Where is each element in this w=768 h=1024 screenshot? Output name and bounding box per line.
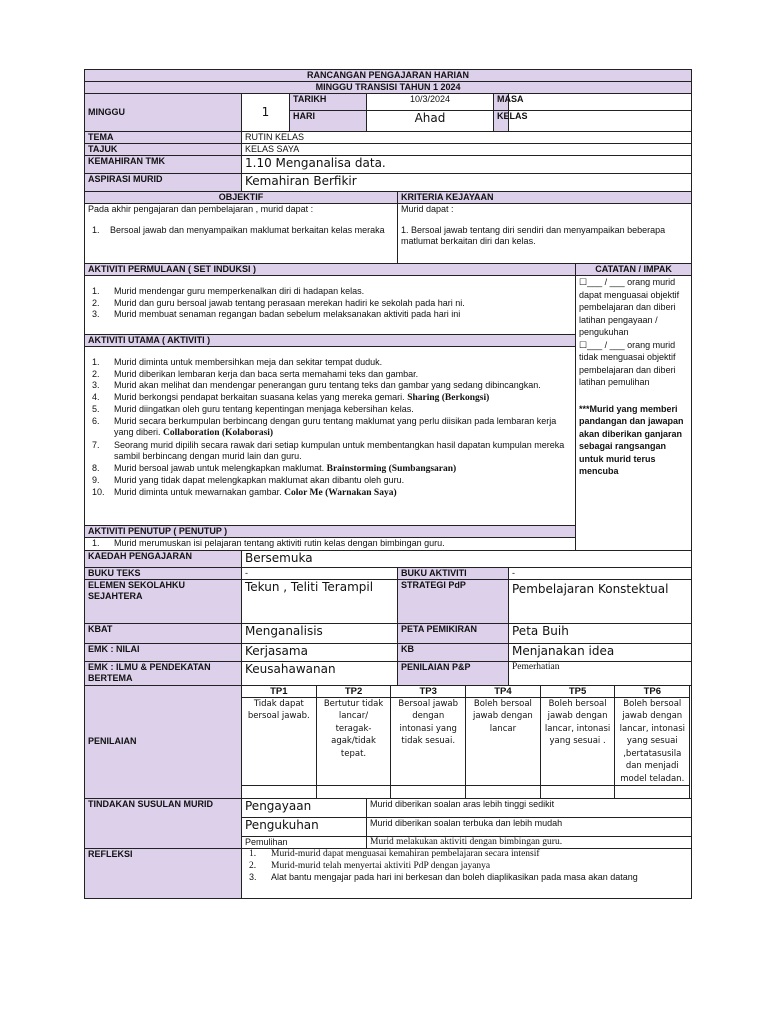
strategi-label: STRATEGI PdP <box>398 579 509 623</box>
penutup-content <box>85 538 576 551</box>
catatan-line1: ☐___ / ___ orang murid dapat menguasai objektif pembelajaran dan diberi latihan pengayaan / pengukuhan <box>579 277 680 337</box>
utama-item: 8. Murid bersoal jawab untuk melengkapkan maklumat. Brainstorming (Sumbangsaran) <box>92 462 457 474</box>
tindakan-value: Murid diberikan soalan aras lebih tinggi sedikit <box>367 799 692 818</box>
utama-item: 9. Murid yang tidak dapat melengkapkan maklumat akan dibantu oleh guru. <box>92 475 405 485</box>
refleksi-label: REFLEKSI <box>85 849 242 899</box>
tp-desc: Boleh bersoal jawab dengan lancar, intonasi yang sesuai ,bertatasusila dan menjadi model teladan. <box>615 697 690 786</box>
permulaan-item: 3. Murid membuat senaman regangan badan sebelum melaksanakan aktiviti pada hari ini <box>92 309 461 319</box>
permulaan-item: 2. Murid dan guru bersoal jawab tentang perasaan merekan hadiri ke sekolah pada hari ni. <box>92 297 465 308</box>
kelas-label: KELAS <box>494 111 509 132</box>
tindakan-value: Murid diberikan soalan terbuka dan lebih mudah <box>367 818 692 837</box>
utama-item: 2. Murid diberikan lembaran kerja dan baca serta memahami teks dan gambar. <box>92 368 419 379</box>
tp-desc: Tidak dapat bersoal jawab. <box>242 697 317 786</box>
kaedah-value: Bersemuka <box>242 550 692 567</box>
permulaan-content <box>85 276 576 335</box>
utama-item: 1. Murid diminta untuk membersihkan meja dan sekitar tempat duduk. <box>92 357 383 367</box>
tarikh-value: 10/3/2024 <box>367 94 494 111</box>
utama-label: AKTIVITI UTAMA ( AKTIVITI ) <box>85 335 576 347</box>
tp-header: TP4 <box>466 685 541 697</box>
kb-label: KB <box>398 643 509 661</box>
kb-value: Menjanakan idea <box>509 643 692 661</box>
tp-mark-cell[interactable] <box>466 786 541 799</box>
tp-header: TP2 <box>316 685 391 697</box>
permulaan-label: AKTIVITI PERMULAAN ( SET INDUKSI ) <box>85 264 576 276</box>
hari-value: Ahad <box>367 111 494 132</box>
tp-mark-cell[interactable] <box>391 786 466 799</box>
objektif-num: 1. <box>92 225 100 235</box>
tp-mark-cell[interactable] <box>316 786 391 799</box>
minggu-label: MINGGU <box>85 94 242 132</box>
objektif-label: OBJEKTIF <box>85 192 398 204</box>
permulaan-item: 1. Murid mendengar guru memperkenalkan diri di hadapan kelas. <box>92 286 365 296</box>
masa-value <box>509 94 692 111</box>
hari-label: HARI <box>290 111 367 132</box>
utama-item: 10. Murid diminta untuk mewarnakan gambar. Color Me (Warnakan Saya) <box>92 486 397 498</box>
tindakan-key: Pengayaan <box>242 799 367 818</box>
masa-label: MASA <box>494 94 509 111</box>
kaedah-label: KAEDAH PENGAJARAN <box>85 550 242 567</box>
penutup-label: AKTIVITI PENUTUP ( PENUTUP ) <box>85 526 576 538</box>
objektif-item: 1. Bersoal jawab dan menyampaikan maklumat berkaitan kelas meraka <box>92 225 385 235</box>
tp-mark-cell[interactable] <box>540 786 615 799</box>
tp-desc: Boleh bersoal jawab dengan lancar, intonasi yang sesuai . <box>540 697 615 786</box>
emk-ilmu-value: Keusahawanan <box>242 661 398 685</box>
kriteria-item: 1. Bersoal jawab tentang diri sendiri dan menyampaikan beberapa matlumat berkaitan diri dan kelas. <box>401 225 666 246</box>
title-sub: MINGGU TRANSISI TAHUN 1 2024 <box>85 82 692 94</box>
penilaian-label: PENILAIAN <box>85 685 242 799</box>
title-main: RANCANGAN PENGAJARAN HARIAN <box>85 70 692 82</box>
catatan-note: ***Murid yang memberi pandangan dan jawapan akan diberikan ganjaran sebagai rangsangan untuk murid terus mencuba <box>579 403 684 476</box>
tp-header: TP6 <box>615 685 690 697</box>
penilaian-tp-grid <box>242 685 692 799</box>
catatan-label: CATATAN / IMPAK <box>576 264 692 276</box>
lesson-plan <box>84 69 685 899</box>
kriteria-label: KRITERIA KEJAYAAN <box>398 192 692 204</box>
utama-item: 7. Seorang murid dipilih secara rawak dari setiap kumpulan untuk membentangkan hasil dapatan kumpulan mereka sambil berbincang dengan murid lain dan guru. <box>92 439 565 461</box>
elemen-label: ELEMEN SEKOLAHKU SEJAHTERA <box>85 579 242 623</box>
emk-nilai-label: EMK : NILAI <box>85 643 242 661</box>
tindakan-label: TINDAKAN SUSULAN MURID <box>85 799 242 849</box>
objektif-intro: Pada akhir pengajaran dan pembelajaran , murid dapat : <box>88 204 314 214</box>
aspirasi-label: ASPIRASI MURID <box>85 174 242 192</box>
minggu-value: 1 <box>242 94 290 132</box>
tp-desc: Bersoal jawab dengan intonasi yang tidak sesuai. <box>391 697 466 786</box>
catatan-content <box>576 276 692 551</box>
refleksi-item: 1. Murid-murid dapat menguasai kemahiran pembelajaran secara intensif <box>249 849 540 859</box>
penutup-item: 1. Murid merumuskan isi pelajaran tentang aktiviti rutin kelas dengan bimbingan guru. <box>92 538 445 548</box>
utama-item: 6. Murid secara berkumpulan berbincang dengan guru tentang maklumat yang perlu diisikan pada lembaran kerja yang diberi. Collaboration (Kolaborasi) <box>92 415 557 438</box>
peta-value: Peta Buih <box>509 623 692 643</box>
tajuk-value: KELAS SAYA <box>242 144 692 156</box>
kbat-value: Menganalisis <box>242 623 398 643</box>
buku-teks-label: BUKU TEKS <box>85 567 242 579</box>
utama-item: 4. Murid berkongsi pendapat berkaitan suasana kelas yang mereka gemari. Sharing (Berkongsi) <box>92 391 490 403</box>
kelas-value <box>509 111 692 132</box>
tarikh-label: TARIKH <box>290 94 367 111</box>
kemahiran-label: KEMAHIRAN TMK <box>85 156 242 174</box>
refleksi-item: 2. Murid-murid telah menyertai aktiviti PdP dengan jayanya <box>249 860 491 871</box>
objektif-content <box>85 204 398 264</box>
tp-mark-cell[interactable] <box>242 786 317 799</box>
utama-content <box>85 347 576 526</box>
elemen-value: Tekun , Teliti Terampil <box>242 579 398 623</box>
refleksi-item: 3. Alat bantu mengajar pada hari ini berkesan dan boleh diaplikasikan pada masa akan datang <box>249 872 638 882</box>
penilaian-pp-label: PENILAIAN P&P <box>398 661 509 685</box>
kriteria-intro: Murid dapat : <box>401 204 454 214</box>
tp-header: TP3 <box>391 685 466 697</box>
aspirasi-value: Kemahiran Berfikir <box>242 174 692 192</box>
tindakan-value: Murid melakukan aktiviti dengan bimbingan guru. <box>367 837 692 849</box>
catatan-line2: ☐___ / ___ orang murid tidak menguasai objektif pembelajaran dan diberi latihan pemulihan <box>579 339 676 387</box>
tajuk-label: TAJUK <box>85 144 242 156</box>
tp-mark-cell[interactable] <box>615 786 690 799</box>
kemahiran-value: 1.10 Menganalisa data. <box>242 156 692 174</box>
tp-desc: Boleh bersoal jawab dengan lancar <box>466 697 541 786</box>
tema-value: RUTIN KELAS <box>242 132 692 144</box>
emk-ilmu-label: EMK : ILMU & PENDEKATAN BERTEMA <box>85 661 242 685</box>
tp-header: TP1 <box>242 685 317 697</box>
utama-item: 3. Murid akan melihat dan mendengar penerangan guru tentang teks dan gambar yang sedang dibincangkan. <box>92 380 541 390</box>
buku-teks-value: - <box>242 567 398 579</box>
tp-header: TP5 <box>540 685 615 697</box>
buku-aktiviti-label: BUKU AKTIVITI <box>398 567 509 579</box>
penilaian-pp-value: Pemerhatian <box>509 661 692 685</box>
strategi-value: Pembelajaran Konstektual <box>509 579 692 623</box>
refleksi-content <box>242 849 692 899</box>
kriteria-content <box>398 204 692 264</box>
utama-item: 5. Murid diingatkan oleh guru tentang kepentingan menjaga kebersihan kelas. <box>92 404 414 414</box>
tindakan-key: Pengukuhan <box>242 818 367 837</box>
tp-desc: Bertutur tidak lancar/ teragak-agak/tidak tepat. <box>316 697 391 786</box>
peta-label: PETA PEMIKIRAN <box>398 623 509 643</box>
buku-aktiviti-value: - <box>509 567 692 579</box>
kbat-label: KBAT <box>85 623 242 643</box>
lesson-plan-table <box>84 69 692 899</box>
tindakan-key: Pemulihan <box>242 837 367 849</box>
tema-label: TEMA <box>85 132 242 144</box>
emk-nilai-value: Kerjasama <box>242 643 398 661</box>
